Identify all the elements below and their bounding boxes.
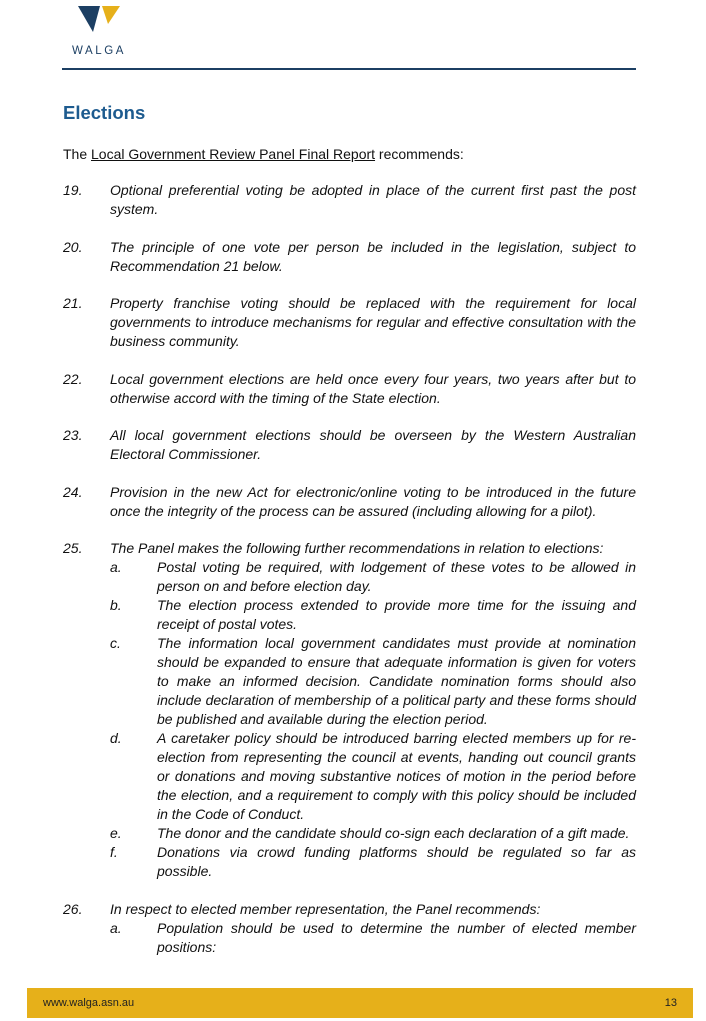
intro-paragraph	[63, 145, 637, 164]
report-title: Local Government Review Panel Final Report	[91, 146, 376, 162]
footer-url: www.walga.asn.au	[43, 997, 135, 1009]
recommendation-number: 21.	[63, 295, 83, 311]
recommendation-item	[63, 294, 636, 351]
recommendation-number: 24.	[63, 483, 83, 500]
sub-recommendation-text: The information local government candidates must provide at nomination should be expanded to ensure that adequate information is given for voters to make an informed decision. Candidate nomination forms should also include declaration of membership of a political party and these forms should be published and available during the election period.	[157, 635, 636, 727]
recommendation-item	[63, 426, 636, 464]
recommendation-item	[63, 370, 636, 408]
recommendation-number: 22.	[63, 370, 83, 387]
header-divider	[62, 68, 636, 70]
sub-recommendation-text: The election process extended to provide more time for the issuing and receipt of postal votes.	[157, 597, 636, 632]
recommendation-number: 20.	[63, 238, 83, 255]
recommendation-text: Optional preferential voting be adopted in place of the current first past the post system.	[110, 182, 636, 217]
sub-recommendation-item	[110, 729, 636, 824]
sub-recommendation-item	[110, 919, 636, 957]
sub-recommendation-letter: b.	[110, 597, 122, 613]
walga-logo	[64, 6, 134, 58]
recommendation-number: 23.	[63, 427, 83, 443]
recommendation-text: Local government elections are held once every four years, two years after but to otherwise accord with the timing of the State election.	[110, 370, 636, 406]
sub-recommendation-letter: e.	[110, 825, 122, 841]
sub-recommendation-letter: d.	[110, 730, 122, 746]
recommendation-item	[63, 900, 636, 957]
sub-recommendation-item	[110, 558, 636, 596]
sub-recommendation-text: Postal voting be required, with lodgement of these votes to be allowed in person on and before election day.	[157, 559, 636, 594]
sub-recommendation-item	[110, 596, 636, 634]
sub-recommendation-letter: c.	[110, 635, 121, 651]
sub-recommendation-letter: a.	[110, 559, 122, 575]
recommendation-item	[63, 238, 636, 276]
sub-recommendation-item	[110, 824, 636, 843]
recommendation-item	[63, 539, 636, 881]
sub-recommendation-item	[110, 843, 636, 881]
recommendation-text: All local government elections should be overseen by the Western Australian Electoral Commissioner.	[110, 427, 636, 462]
recommendations-list	[63, 181, 636, 975]
logo-text: WALGA	[71, 45, 127, 57]
footer-bar	[27, 988, 693, 1018]
sub-recommendation-text: Population should be used to determine the number of elected member positions:	[157, 919, 636, 955]
recommendation-text: Property franchise voting should be replaced with the requirement for local governments to introduce mechanisms for regular and effective consultation with the business community.	[110, 295, 636, 349]
recommendation-number: 25.	[63, 540, 83, 556]
sub-recommendation-text: A caretaker policy should be introduced barring elected members up for re-election from representing the council at events, handing out council grants or donations and moving substantive notices of motion in the period before the election, and a requirement to comply with this policy should be included in the Code of Conduct.	[157, 730, 636, 822]
recommendation-item	[63, 181, 636, 219]
sub-recommendation-item	[110, 634, 636, 729]
sub-recommendation-text: The donor and the candidate should co-sign each declaration of a gift made.	[157, 825, 630, 841]
page-number: 13	[664, 997, 677, 1009]
sub-recommendation-letter: f.	[110, 844, 118, 860]
recommendation-text: In respect to elected member representation, the Panel recommends:	[110, 900, 541, 917]
sub-recommendation-text: Donations via crowd funding platforms should be regulated so far as possible.	[157, 844, 636, 879]
recommendation-item	[63, 483, 636, 521]
intro-suffix: recommends:	[375, 146, 464, 162]
recommendation-number: 26.	[63, 900, 83, 917]
recommendation-number: 19.	[63, 182, 83, 198]
walga-logo-mark-icon	[78, 6, 120, 42]
recommendation-text: Provision in the new Act for electronic/online voting to be introduced in the future once the integrity of the process can be assured (including allowing for a pilot).	[110, 483, 636, 519]
intro-prefix: The	[63, 146, 92, 162]
recommendation-text: The Panel makes the following further recommendations in relation to elections:	[110, 540, 604, 556]
recommendation-text: The principle of one vote per person be included in the legislation, subject to Recommendation 21 below.	[110, 238, 636, 274]
section-title: Elections	[63, 102, 146, 123]
sub-recommendation-letter: a.	[110, 919, 122, 936]
